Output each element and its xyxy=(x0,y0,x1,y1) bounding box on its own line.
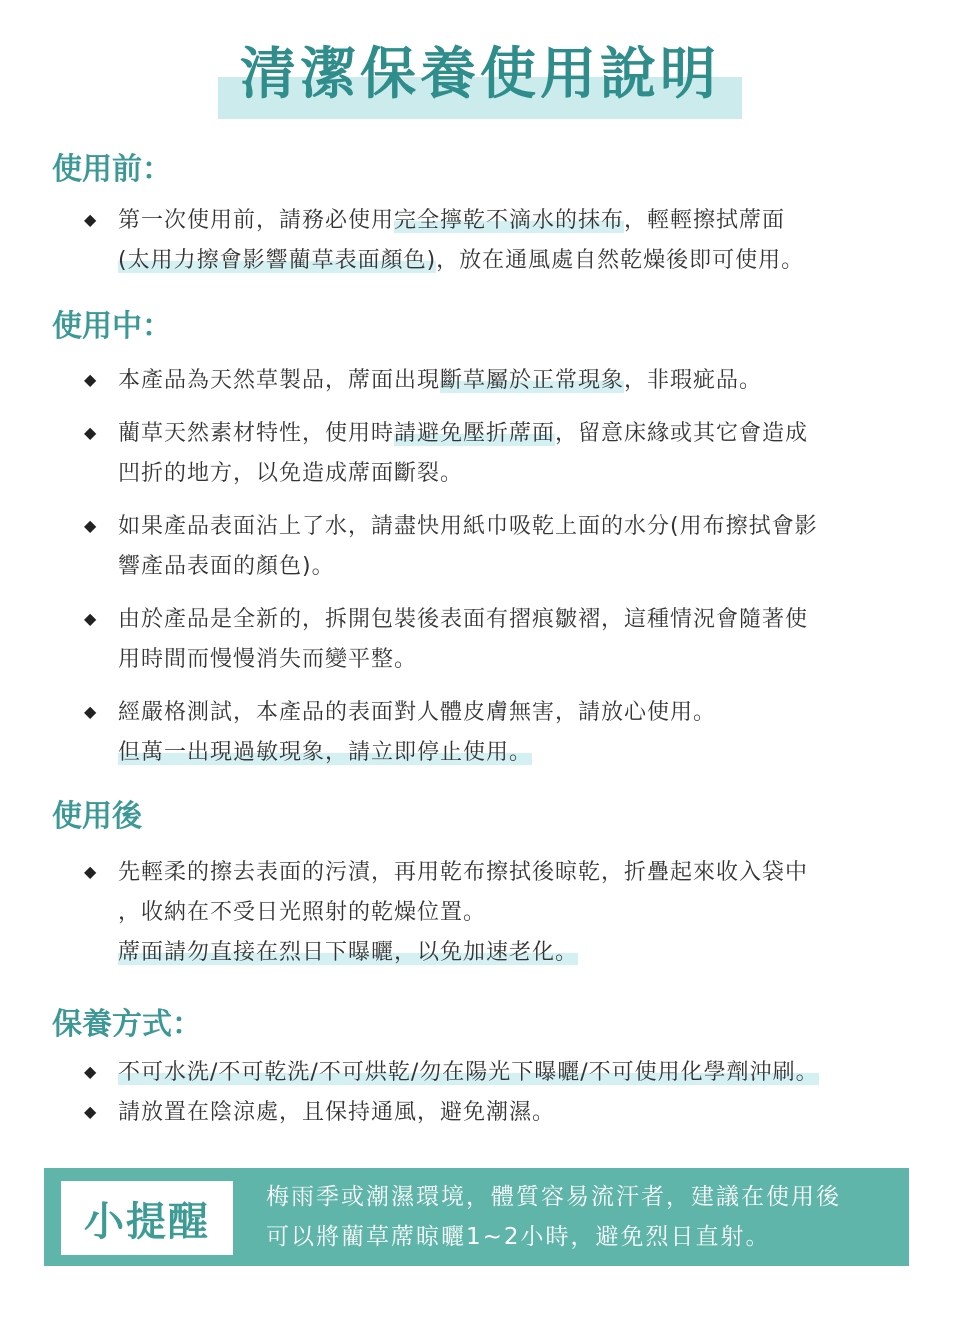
page-title: 清潔保養使用說明 xyxy=(240,41,720,107)
diamond-bullet-icon: ◆ xyxy=(84,370,97,389)
highlighted-text: (太用力擦會影響藺草表面顏色) xyxy=(118,248,437,273)
reminder-line-2: 可以將藺草蓆晾曬1~2小時，避免烈日直射。 xyxy=(266,1224,771,1250)
line-text: 第一次使用前，請務必使用 xyxy=(118,208,395,233)
item-line: 請放置在陰涼處，且保持通風，避免潮濕。 xyxy=(118,1100,556,1125)
item-text xyxy=(118,414,904,494)
item-line: 由於產品是全新的，拆開包裝後表面有摺痕皺褶，這種情況會隨著使 xyxy=(118,607,809,632)
item-line: 經嚴格測試，本產品的表面對人體皮膚無害，請放心使用。 xyxy=(118,700,717,725)
item-line xyxy=(118,1053,904,1093)
during-item-1 xyxy=(84,361,904,401)
reminder-label: 小提醒 xyxy=(61,1181,233,1255)
line-text: ，放在通風處自然乾燥後即可使用。 xyxy=(436,248,805,273)
item-line: 響產品表面的顏色)。 xyxy=(118,554,335,579)
diamond-bullet-icon: ◆ xyxy=(84,609,97,628)
care-item-1 xyxy=(84,1053,904,1093)
during-item-4 xyxy=(84,600,904,680)
item-line xyxy=(118,933,904,973)
highlighted-text: 完全擰乾不滴水的抹布 xyxy=(394,208,625,233)
item-text xyxy=(118,201,904,281)
line-text: 藺草天然素材特性，使用時 xyxy=(118,421,395,446)
line-text: ，留意床緣或其它會造成 xyxy=(555,421,809,446)
item-line xyxy=(118,414,904,454)
diamond-bullet-icon: ◆ xyxy=(84,423,97,442)
item-line: 用時間而慢慢消失而變平整。 xyxy=(118,647,418,672)
highlighted-text: 蓆面請勿直接在烈日下曝曬，以免加速老化。 xyxy=(118,940,579,965)
section-heading-during: 使用中： xyxy=(52,309,172,344)
item-line xyxy=(118,361,904,401)
item-line: 先輕柔的擦去表面的污漬，再用乾布擦拭後晾乾，折疊起來收入袋中 xyxy=(118,860,809,885)
reminder-line-1: 梅雨季或潮濕環境，體質容易流汗者，建議在使用後 xyxy=(266,1184,841,1210)
highlighted-text: 請避免壓折蓆面 xyxy=(394,421,556,446)
reminder-text xyxy=(266,1177,906,1257)
item-text xyxy=(118,600,904,680)
diamond-bullet-icon: ◆ xyxy=(84,1102,97,1121)
item-line: 凹折的地方，以免造成蓆面斷裂。 xyxy=(118,461,464,486)
item-line xyxy=(118,241,904,281)
item-text xyxy=(118,361,904,401)
before-item-1 xyxy=(84,201,904,281)
diamond-bullet-icon: ◆ xyxy=(84,862,97,881)
diamond-bullet-icon: ◆ xyxy=(84,702,97,721)
line-text: ，非瑕疵品。 xyxy=(624,368,763,393)
during-item-5 xyxy=(84,693,904,773)
during-item-3 xyxy=(84,507,904,587)
after-item-1 xyxy=(84,853,904,973)
line-text: ，輕輕擦拭蓆面 xyxy=(624,208,786,233)
item-text xyxy=(118,1053,904,1093)
title-wrap xyxy=(0,38,960,110)
section-heading-care: 保養方式： xyxy=(52,1007,202,1042)
item-text xyxy=(118,693,904,773)
highlighted-text: 不可水洗/不可乾洗/不可烘乾/勿在陽光下曝曬/不可使用化學劑沖刷。 xyxy=(118,1060,819,1085)
care-item-2 xyxy=(84,1093,904,1133)
item-text xyxy=(118,1093,904,1133)
item-line xyxy=(118,201,904,241)
diamond-bullet-icon: ◆ xyxy=(84,516,97,535)
section-heading-before: 使用前： xyxy=(52,152,172,187)
item-line: ，收納在不受日光照射的乾燥位置。 xyxy=(118,900,487,925)
item-line: 如果產品表面沾上了水，請盡快用紙巾吸乾上面的水分(用布擦拭會影 xyxy=(118,514,818,539)
diamond-bullet-icon: ◆ xyxy=(84,210,97,229)
item-text xyxy=(118,853,904,973)
highlighted-text: 但萬一出現過敏現象，請立即停止使用。 xyxy=(118,740,533,765)
item-text xyxy=(118,507,904,587)
highlighted-text: 斷草屬於正常現象 xyxy=(440,368,625,393)
section-heading-after: 使用後 xyxy=(52,799,142,834)
line-text: 本產品為天然草製品，蓆面出現 xyxy=(118,368,441,393)
diamond-bullet-icon: ◆ xyxy=(84,1062,97,1081)
reminder-box xyxy=(44,1168,909,1266)
item-line xyxy=(118,733,904,773)
during-item-2 xyxy=(84,414,904,494)
